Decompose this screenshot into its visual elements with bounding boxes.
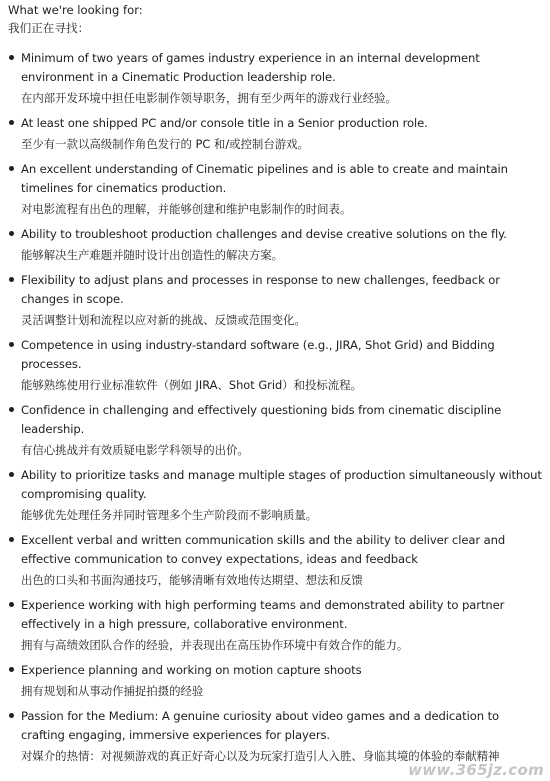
requirement-zh: 对电影流程有出色的理解，并能够创建和维护电影制作的时间表。 — [21, 202, 352, 216]
requirement-en: Minimum of two years of games industry experience in an internal development environment in a Cinematic Production leadership role. — [21, 51, 480, 84]
list-item — [6, 661, 544, 700]
list-item — [6, 225, 544, 264]
requirement-en: Ability to troubleshoot production challenges and devise creative solutions on the fly. — [21, 227, 507, 241]
list-item — [6, 336, 544, 394]
requirement-zh: 在内部开发环境中担任电影制作领导职务，拥有至少两年的游戏行业经验。 — [21, 91, 397, 105]
requirement-zh: 能够熟练使用行业标准软件（例如 JIRA、Shot Grid）和投标流程。 — [21, 378, 362, 392]
requirement-zh: 至少有一款以高级制作角色发行的 PC 和/或控制台游戏。 — [21, 137, 309, 151]
requirement-en: Passion for the Medium: A genuine curiosity about video games and a dedication to crafting engaging, immersive experiences for players. — [21, 709, 500, 742]
requirement-zh: 出色的口头和书面沟通技巧，能够清晰有效地传达期望、想法和反馈 — [21, 573, 363, 587]
requirement-en: An excellent understanding of Cinematic pipelines and is able to create and maintain timelines for cinematics production. — [21, 162, 508, 195]
requirement-en: Flexibility to adjust plans and processes in response to new challenges, feedback or changes in scope. — [21, 273, 500, 306]
requirement-zh: 拥有规划和从事动作捕捉拍摄的经验 — [21, 684, 204, 698]
requirement-en: Competence in using industry-standard software (e.g., JIRA, Shot Grid) and Bidding processes. — [21, 338, 495, 371]
requirement-en: At least one shipped PC and/or console title in a Senior production role. — [21, 116, 428, 130]
list-item — [6, 707, 544, 765]
requirement-en: Experience working with high performing teams and demonstrated ability to partner effectively in a high pressure, collaborative environment. — [21, 598, 505, 631]
section-heading-zh: 我们正在寻找： — [8, 21, 90, 35]
requirement-en: Excellent verbal and written communication skills and the ability to deliver clear and effective communication to convey expectations, ideas and feedback — [21, 533, 506, 566]
requirement-en: Experience planning and working on motion capture shoots — [21, 663, 362, 677]
site-watermark: www.365jz.com — [408, 761, 544, 779]
requirement-zh: 能够解决生产难题并随时设计出创造性的解决方案。 — [21, 248, 283, 262]
requirement-zh: 拥有与高绩效团队合作的经验，并表现出在高压协作环境中有效合作的能力。 — [21, 638, 409, 652]
list-item — [6, 531, 544, 589]
requirement-zh: 有信心挑战并有效质疑电影学科领导的出价。 — [21, 443, 249, 457]
list-item — [6, 114, 544, 153]
requirement-en: Confidence in challenging and effectively questioning bids from cinematic discipline leadership. — [21, 403, 502, 436]
list-item — [6, 49, 544, 107]
list-item — [6, 466, 544, 524]
requirements-list — [6, 49, 544, 765]
list-item — [6, 596, 544, 654]
section-heading-en: What we're looking for: — [8, 3, 143, 17]
list-item — [6, 160, 544, 218]
requirement-zh: 对媒介的热情：对视频游戏的真正好奇心以及为玩家打造引人入胜、身临其境的体验的奉献精神 — [21, 749, 500, 763]
list-item — [6, 401, 544, 459]
requirement-zh: 能够优先处理任务并同时管理多个生产阶段而不影响质量。 — [21, 508, 318, 522]
list-item — [6, 271, 544, 329]
requirement-en: Ability to prioritize tasks and manage multiple stages of production simultaneously without compromising quality. — [21, 468, 542, 501]
requirement-zh: 灵活调整计划和流程以应对新的挑战、反馈或范围变化。 — [21, 313, 306, 327]
